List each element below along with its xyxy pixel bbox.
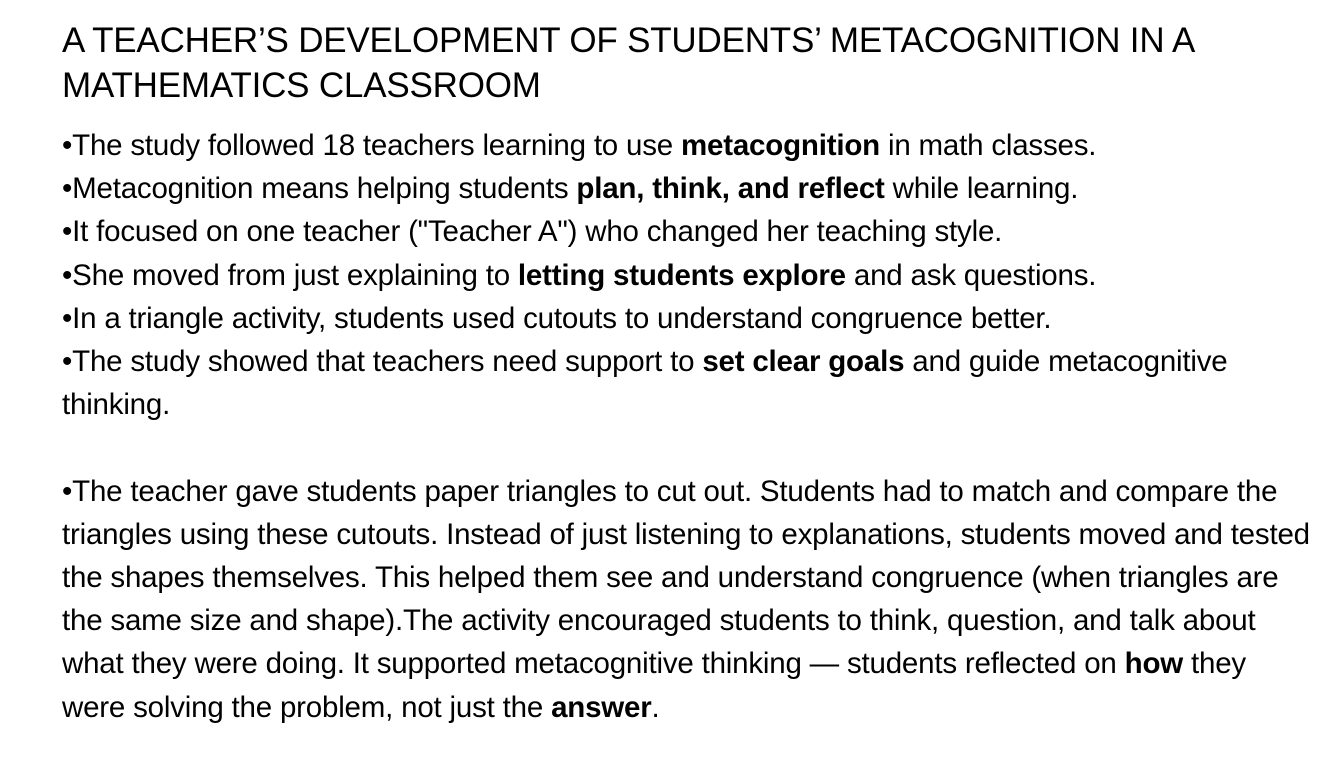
- bullet-emphasis: metacognition: [680, 129, 880, 162]
- bullet-item: [62, 210, 1312, 253]
- bullet-item: [62, 167, 1312, 210]
- bullet-text: The study showed that teachers need support to: [72, 345, 703, 379]
- bullet-text: in math classes.: [879, 129, 1097, 162]
- bullet-marker: •: [62, 129, 73, 162]
- bullet-text: The study followed 18 teachers learning to use: [72, 129, 681, 162]
- activity-paragraph: [62, 470, 1312, 729]
- bullet-marker: •: [62, 215, 73, 249]
- bullet-marker: •: [62, 258, 73, 292]
- bullet-marker: •: [62, 301, 73, 335]
- paragraph-emphasis: answer: [551, 690, 652, 724]
- bullet-text: She moved from just explaining to: [72, 258, 518, 292]
- slide-title: A TEACHER’S DEVELOPMENT OF STUDENTS’ METACOGNITION IN A MATHEMATICS CLASSROOM: [62, 21, 1194, 105]
- bullet-marker: •: [62, 345, 73, 379]
- bullet-marker: •: [62, 474, 73, 508]
- bullet-text: In a triangle activity, students used cutouts to understand congruence better.: [72, 301, 1052, 335]
- bullet-text: and guide metacognitive thinking.: [62, 345, 1228, 422]
- bullet-marker: •: [62, 172, 73, 206]
- bullet-item: [62, 124, 1312, 167]
- paragraph-text: they were solving the problem, not just the: [62, 647, 1246, 724]
- paragraph-emphasis: how: [1124, 647, 1184, 681]
- bullet-text: while learning.: [884, 172, 1079, 206]
- slide: [62, 18, 1312, 729]
- bullet-item: [62, 297, 1312, 340]
- bullet-item: [62, 254, 1312, 297]
- bullet-text: Metacognition means helping students: [72, 172, 577, 206]
- paragraph-text: The teacher gave students paper triangles to cut out. Students had to match and compare the triangles using these cutouts. Instead of just listening to explanations, students moved and tested the shapes themselves. This helped them see and understand congruence (when triangles are the same size and shape).The activity encouraged students to think, question, and talk about what they were doing. It supported metacognitive thinking — students reflected on: [62, 474, 1310, 681]
- bullet-emphasis: plan, think, and reflect: [576, 172, 885, 206]
- bullet-text: It focused on one teacher ("Teacher A") who changed her teaching style.: [72, 215, 1003, 249]
- bullet-item: [62, 340, 1312, 426]
- bullet-list: [62, 124, 1312, 729]
- bullet-emphasis: letting students explore: [517, 258, 846, 292]
- paragraph-text: .: [651, 690, 660, 724]
- paragraph-gap: [62, 426, 1312, 469]
- bullet-text: and ask questions.: [845, 258, 1097, 292]
- bullet-emphasis: set clear goals: [702, 345, 905, 379]
